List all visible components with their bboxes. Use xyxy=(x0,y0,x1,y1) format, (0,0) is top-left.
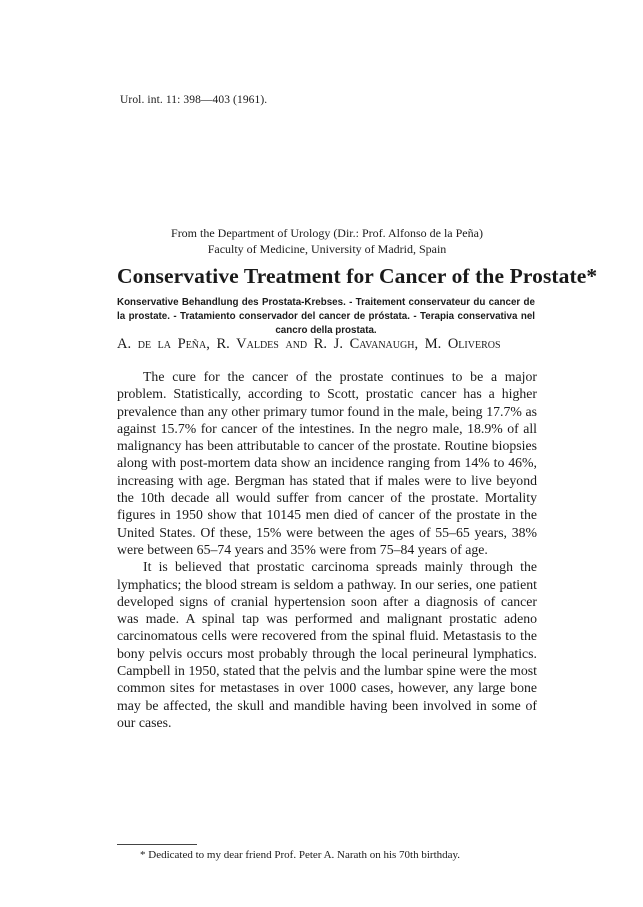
article-authors: A. de la Peña, R. Valdes and R. J. Cavanaugh, M. Oliveros xyxy=(117,336,501,352)
affiliation-department: From the Department of Urology (Dir.: Prof. Alfonso de la Peña) xyxy=(171,226,483,240)
journal-citation: Urol. int. 11: 398—403 (1961). xyxy=(120,94,268,106)
body-paragraph-1: The cure for the cancer of the prostate continues to be a major problem. Statistically, according to Scott, prostatic cancer has a higher prevalence than any other primary tumor found in the male, being 17.7% as against 15.7% for cancer of the intestines. In the negro male, 18.9% of all malignancy has been attributable to cancer of the prostate. Routine biopsies along with post-mortem data show an incidence ranging from 14% to 46%, increasing with age. Bergman has stated that if males were to live beyond the 10th decade all would suffer from cancer of the prostate. Mortality figures in 1950 show that 10145 men died of cancer of the prostate in the United States. Of these, 15% were between the ages of 55–65 years, 38% were between 65–74 years and 35% were from 75–84 years of age. xyxy=(117,369,537,557)
article-subtitle-translations: Konservative Behandlung des Prostata-Krebses. - Traitement conservateur du cancer de la prostate. - Tratamiento conservador del cancer de próstata. - Terapia conservativa nel cancro della prostata. xyxy=(117,297,535,336)
article-title: Conservative Treatment for Cancer of the Prostate* xyxy=(117,264,598,288)
body-paragraph-2: It is believed that prostatic carcinoma spreads mainly through the lymphatics; the blood stream is seldom a pathway. In our series, one patient developed signs of cranial hypertension soon after a diagnosis of cancer was made. A spinal tap was performed and malignant prostatic adeno carcinomatous cells were recovered from the spinal fluid. Metastasis to the bony pelvis occurs most probably through the local perineural lymphatics. Campbell in 1950, stated that the pelvis and the lumbar spine were the most common sites for metastases in over 1000 cases, however, any large bone may be affected, the skull and mandible having been involved in some of our cases. xyxy=(117,559,537,730)
affiliation-faculty: Faculty of Medicine, University of Madrid, Spain xyxy=(207,242,447,256)
footnote-dedication: * Dedicated to my dear friend Prof. Peter A. Narath on his 70th birthday. xyxy=(140,849,461,861)
article-body xyxy=(117,368,537,731)
footnote-divider xyxy=(117,844,197,845)
